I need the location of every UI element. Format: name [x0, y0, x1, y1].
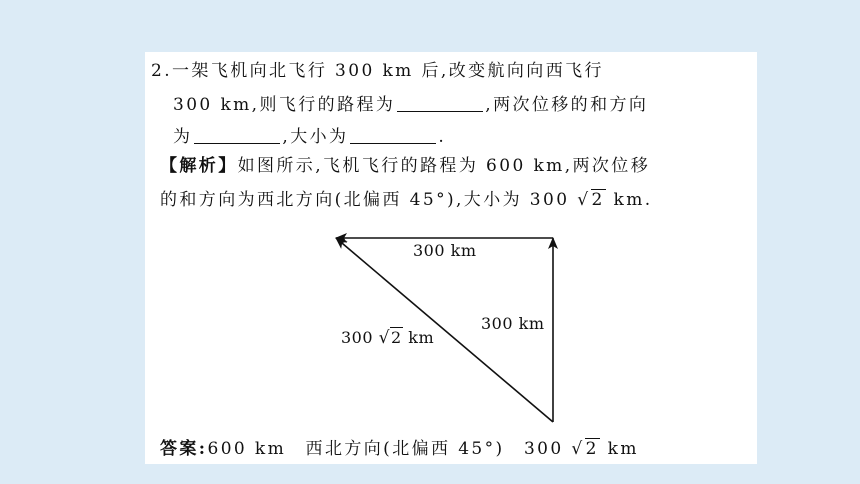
analysis-text-3: km.: [605, 190, 653, 210]
problem-line-1: 2.一架飞机向北飞行 300 km 后,改变航向向西飞行: [151, 61, 604, 81]
resultant-label-pre: 300: [341, 328, 374, 347]
resultant-label-post: km: [402, 328, 435, 347]
analysis-label: 【解析】: [160, 156, 238, 176]
problem-line-2-pre: 300 km,则飞行的路程为: [173, 95, 396, 115]
sqrt-radicand: 2: [591, 190, 605, 210]
analysis-text-2: 的和方向为西北方向(北偏西 45°),大小为 300: [160, 190, 570, 210]
sqrt-symbol: √2: [378, 328, 402, 348]
content-card: [145, 52, 757, 464]
problem-line-3-mid: ,大小为: [282, 127, 349, 147]
analysis-text-1: 如图所示,飞机飞行的路程为 600 km,两次位移: [237, 156, 651, 176]
sqrt-symbol: √2: [571, 439, 599, 459]
answer-text-1: 600 km 西北方向(北偏西 45°) 300: [207, 439, 564, 459]
problem-line-3-post: .: [438, 127, 447, 147]
north-vector-label: 300 km: [481, 314, 545, 333]
resultant-vector-label: [341, 328, 434, 348]
sqrt-symbol: √2: [577, 190, 605, 210]
sqrt-radicand: 2: [390, 328, 402, 347]
answer-line: [160, 438, 639, 460]
answer-label: 答案:: [160, 439, 208, 459]
answer-text-2: km: [599, 439, 639, 459]
west-vector-label: 300 km: [413, 241, 477, 260]
problem-line-2-post: ,两次位移的和方向: [485, 95, 649, 115]
problem-line-3-pre: 为: [173, 127, 193, 147]
sqrt-radicand: 2: [585, 439, 599, 459]
